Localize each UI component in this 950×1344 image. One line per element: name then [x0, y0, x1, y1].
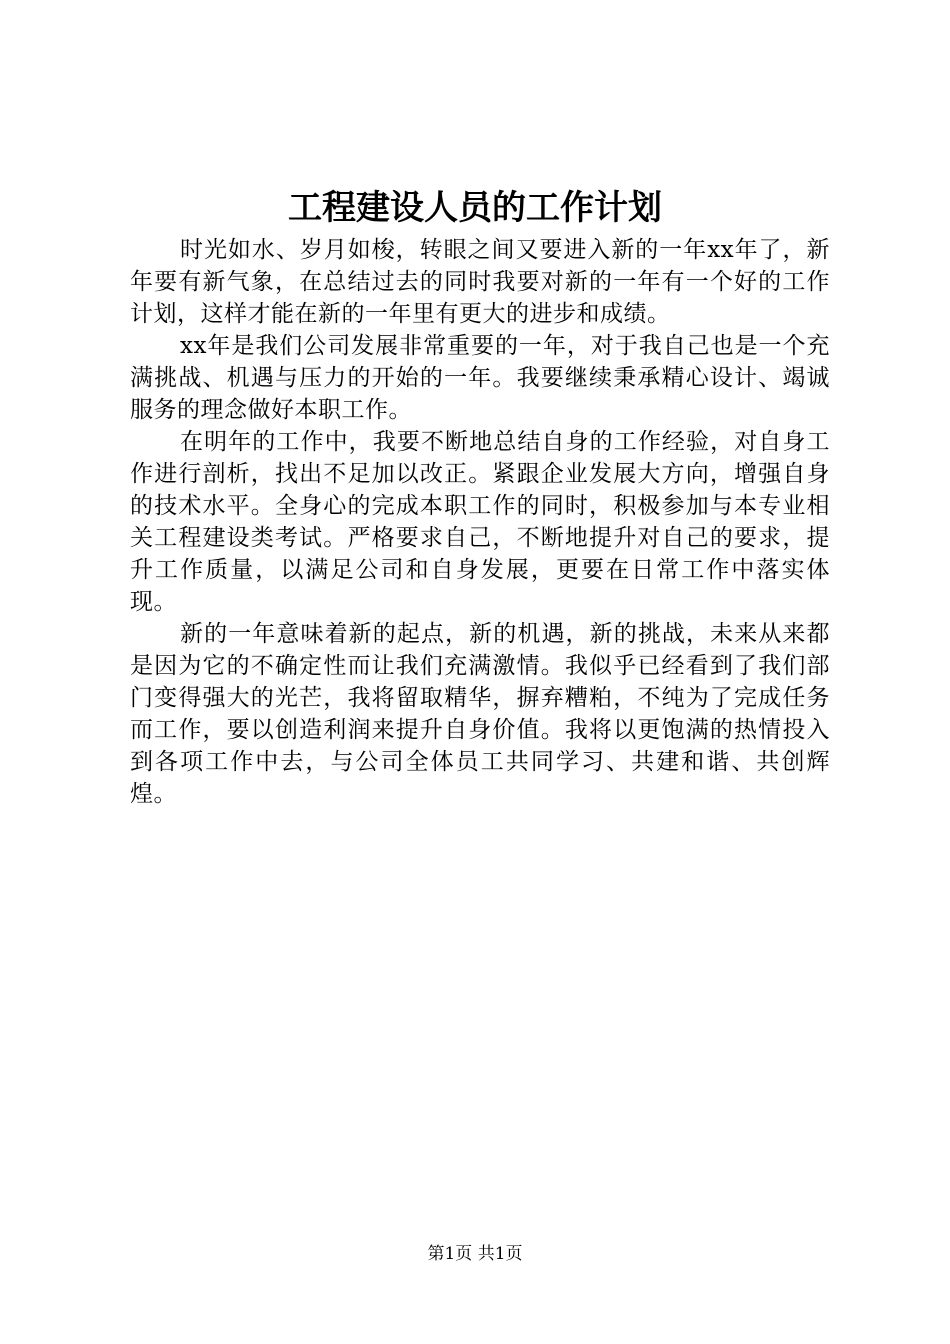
document-body — [130, 234, 830, 810]
document-title: 工程建设人员的工作计划 — [288, 188, 662, 228]
page-number-footer: 第1页 共1页 — [427, 1244, 523, 1264]
paragraph-2: xx年是我们公司发展非常重要的一年，对于我自己也是一个充满挑战、机遇与压力的开始的一年。我要继续秉承精心设计、竭诚服务的理念做好本职工作。 — [130, 333, 830, 423]
paragraph-4: 新的一年意味着新的起点，新的机遇，新的挑战，未来从来都是因为它的不确定性而让我们充满激情。我似乎已经看到了我们部门变得强大的光芒，我将留取精华，摒弃糟粕，不纯为了完成任务而工作，要以创造利润来提升自身价值。我将以更饱满的热情投入到各项工作中去，与公司全体员工共同学习、共建和谐、共创辉煌。 — [130, 621, 830, 807]
paragraph-3: 在明年的工作中，我要不断地总结自身的工作经验，对自身工作进行剖析，找出不足加以改正。紧跟企业发展大方向，增强自身的技术水平。全身心的完成本职工作的同时，积极参加与本专业相关工程建设类考试。严格要求自己，不断地提升对自己的要求，提升工作质量，以满足公司和自身发展，更要在日常工作中落实体现。 — [130, 429, 830, 615]
paragraph-1: 时光如水、岁月如梭，转眼之间又要进入新的一年xx年了，新年要有新气象，在总结过去的同时我要对新的一年有一个好的工作计划，这样才能在新的一年里有更大的进步和成绩。 — [130, 237, 830, 327]
